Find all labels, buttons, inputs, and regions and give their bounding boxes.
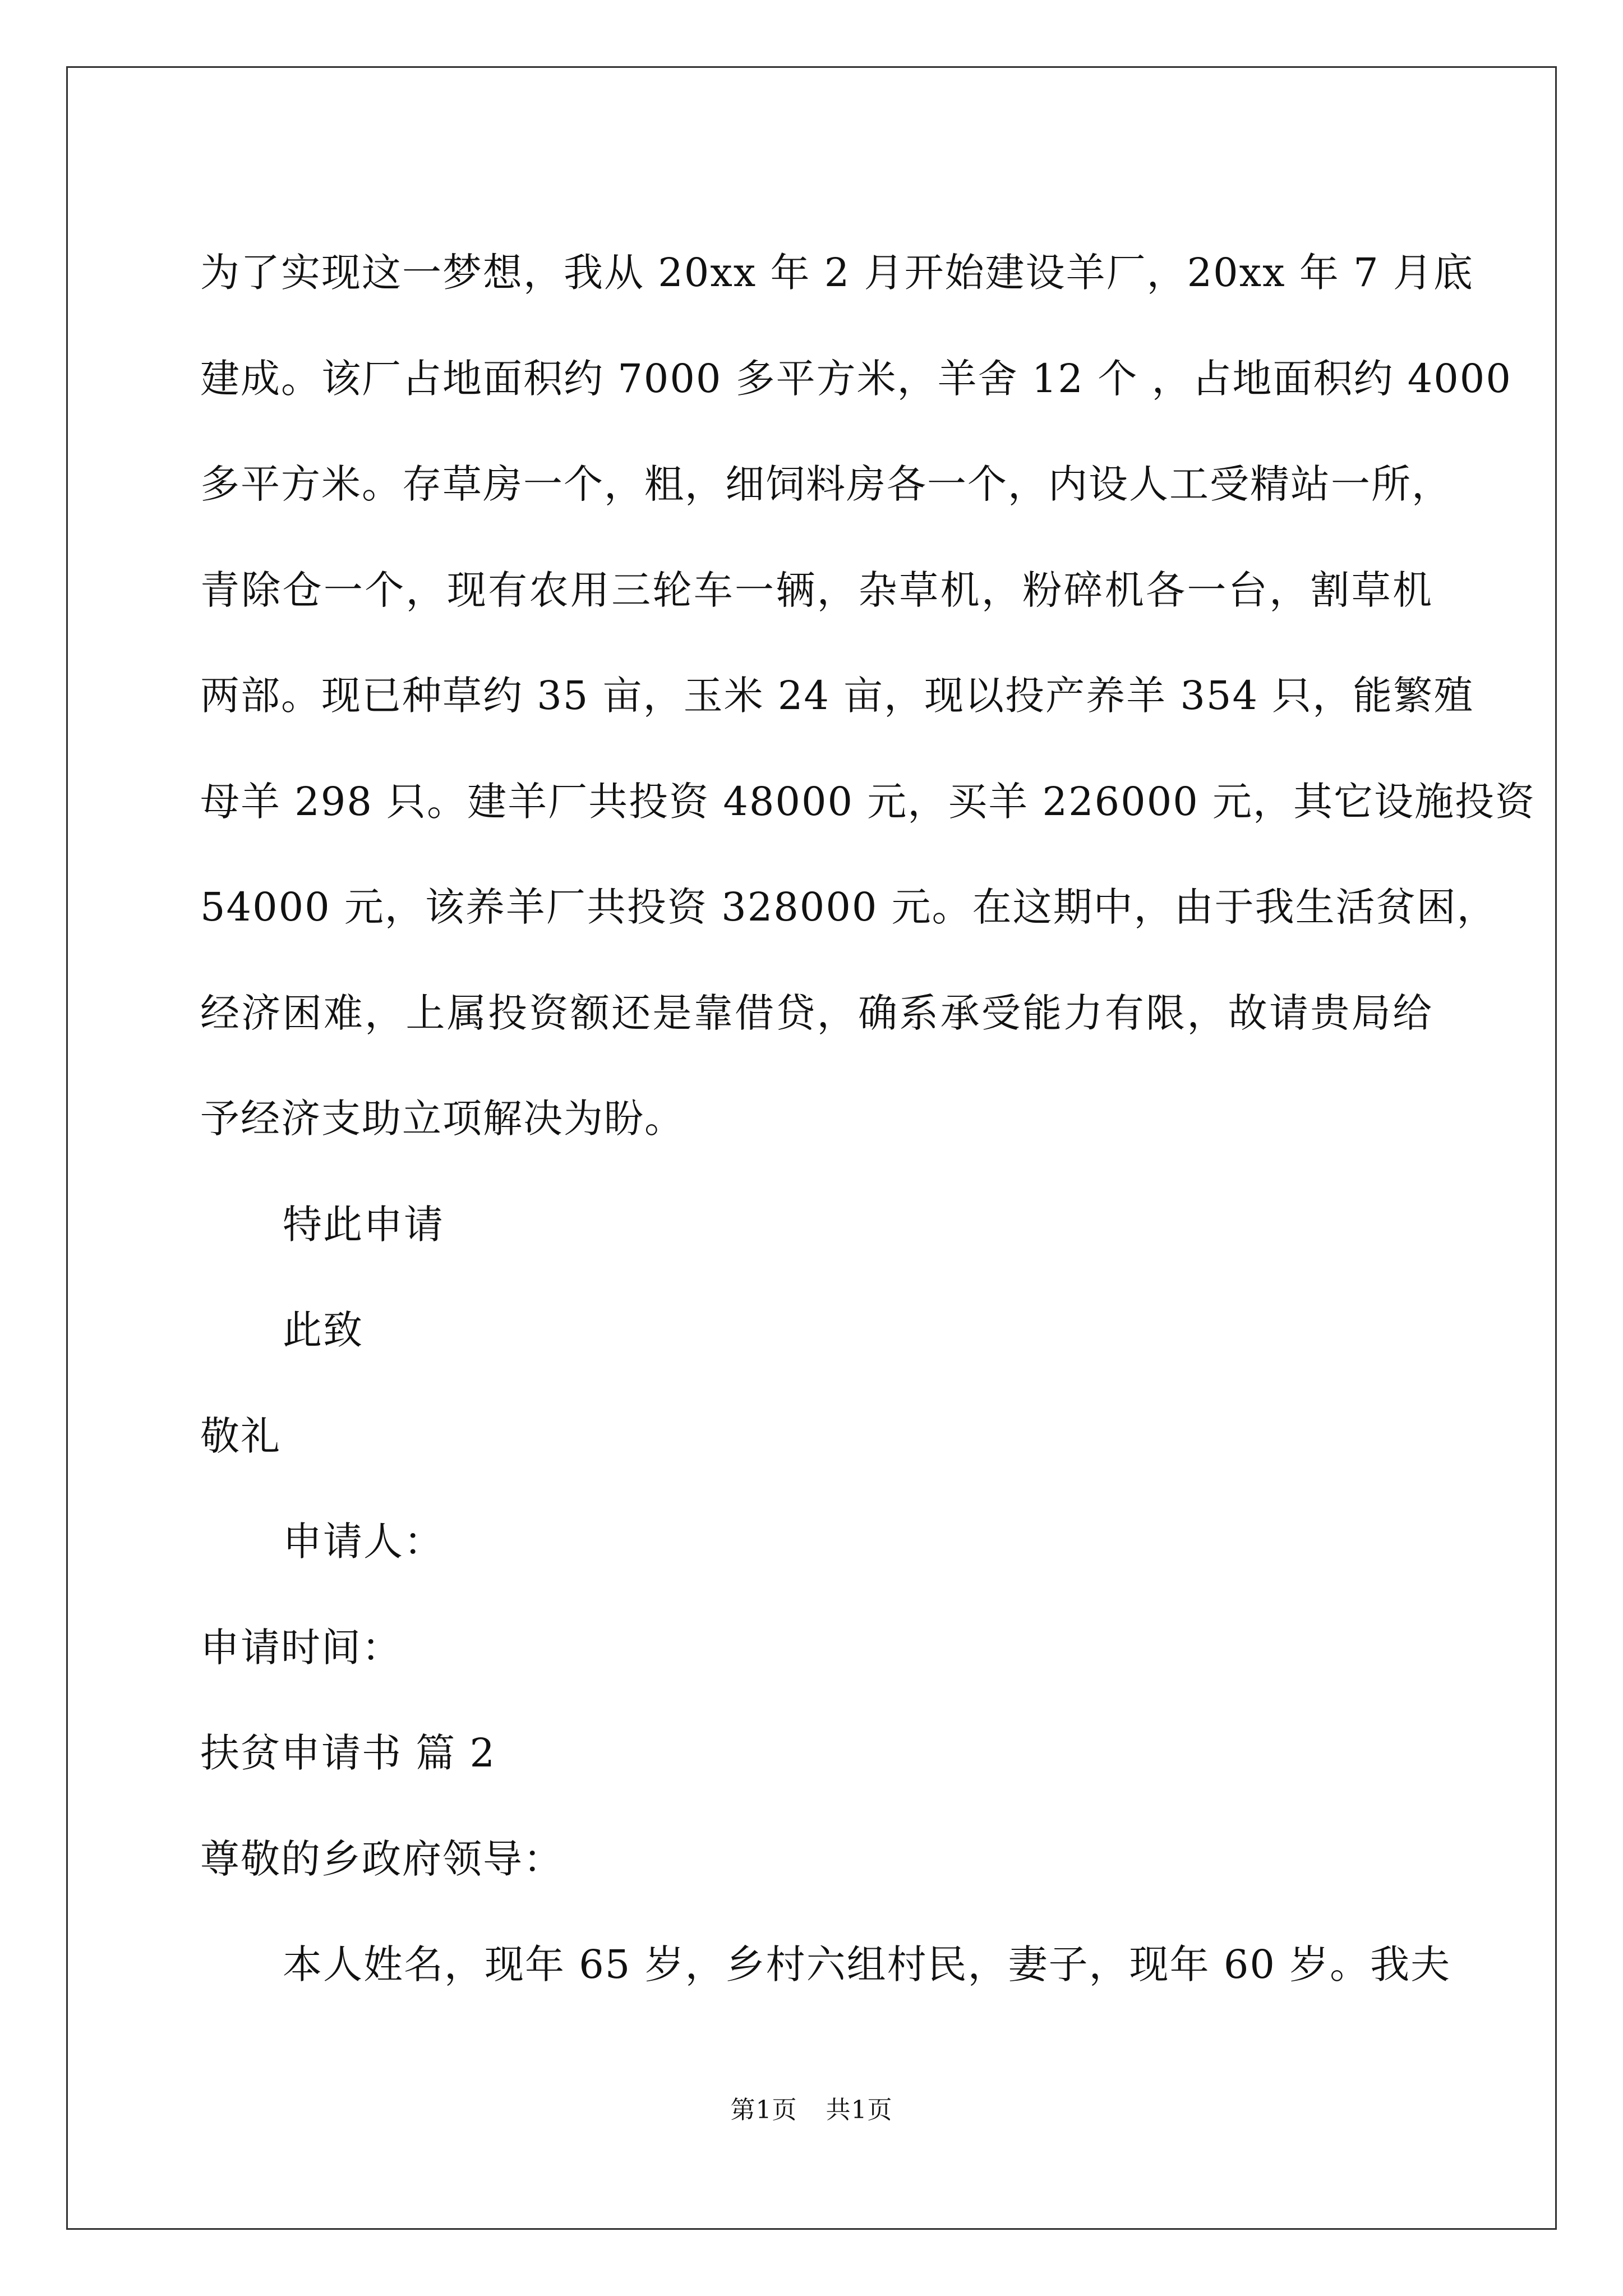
- closing-special: 特此申请: [283, 1201, 444, 1248]
- greeting: 尊敬的乡政府领导：: [200, 1835, 564, 1882]
- date-label: 申请时间：: [200, 1624, 402, 1671]
- document-body: [200, 220, 1536, 2018]
- page-number-total: 共1页: [826, 2096, 893, 2124]
- paragraph-line: 予经济支助立项解决为盼。: [200, 1096, 685, 1142]
- paragraph-line: 两部。现已种草约 35 亩，玉米 24 亩，现以投产养羊 354 只，能繁殖: [200, 673, 1474, 719]
- closing-to: 此致: [283, 1307, 363, 1353]
- paragraph-line: 青除仓一个，现有农用三轮车一辆，杂草机，粉碎机各一台，割草机: [200, 567, 1433, 613]
- page-number-current: 第1页: [730, 2096, 797, 2124]
- paragraph-line: 多平方米。存草房一个，粗，细饲料房各一个，内设人工受精站一所，: [200, 461, 1452, 507]
- paragraph-line: 54000 元，该养羊厂共投资 328000 元。在这期中，由于我生活贫困，: [200, 884, 1497, 930]
- closing-salute: 敬礼: [200, 1412, 281, 1459]
- page-footer: [0, 2090, 1623, 2125]
- applicant-label: 申请人：: [283, 1519, 444, 1565]
- paragraph-line: 建成。该厂占地面积约 7000 多平方米，羊舍 12 个 ，占地面积约 4000: [200, 355, 1512, 402]
- section-title: 扶贫申请书 篇 2: [200, 1730, 496, 1776]
- paragraph-line: 经济困难，上属投资额还是靠借贷，确系承受能力有限，故请贵局给: [200, 990, 1433, 1036]
- paragraph-line: 母羊 298 只。建羊厂共投资 48000 元，买羊 226000 元，其它设施投资: [200, 778, 1536, 825]
- intro-line: 本人姓名，现年 65 岁，乡村六组村民，妻子，现年 60 岁。我夫: [283, 1941, 1451, 1987]
- paragraph-line: 为了实现这一梦想，我从 20xx 年 2 月开始建设羊厂，20xx 年 7 月底: [200, 250, 1474, 296]
